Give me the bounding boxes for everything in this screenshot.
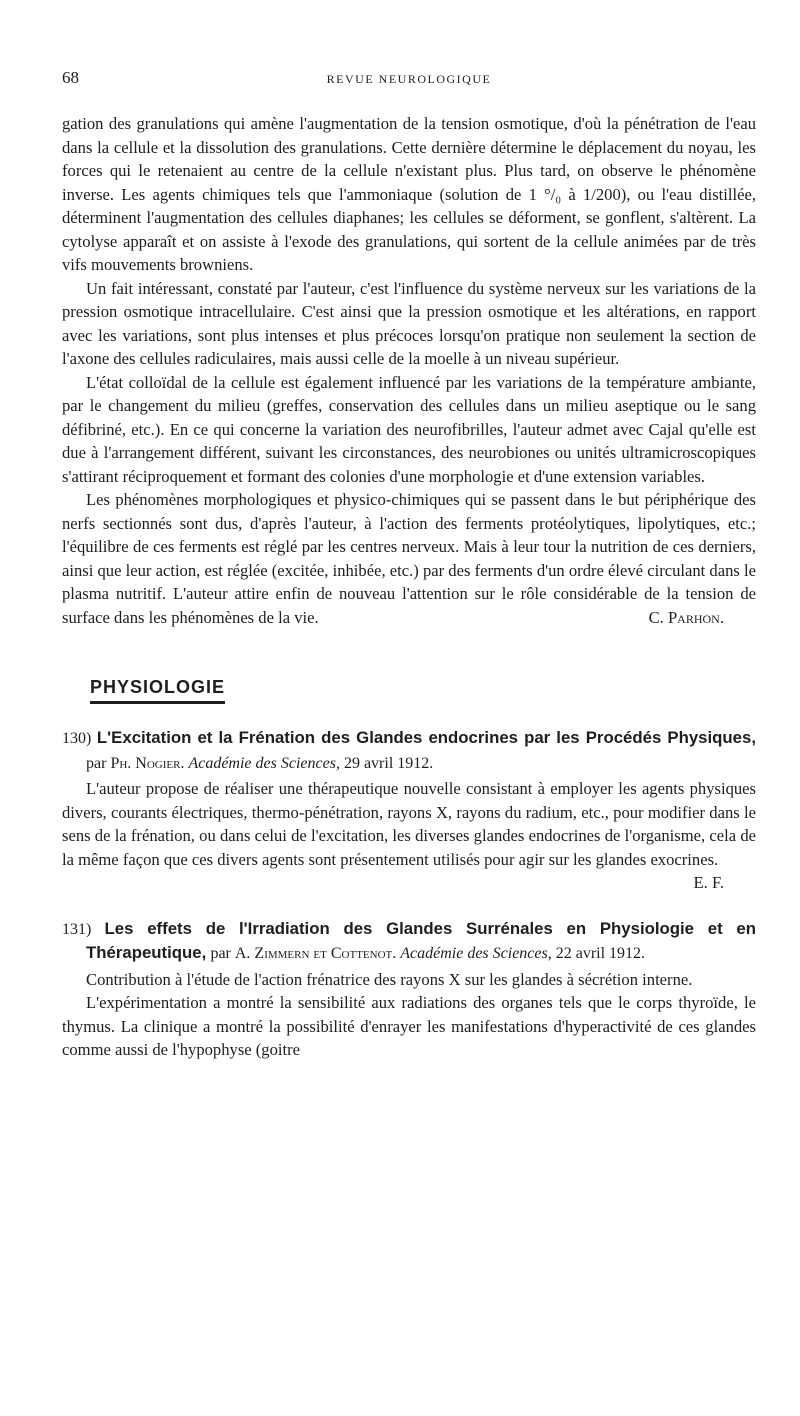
review-continuation	[62, 112, 756, 629]
running-head	[62, 64, 756, 94]
body-paragraph: Un fait intéressant, constaté par l'auteur, c'est l'influence du système nerveux sur les variations de la pression osmotique intracellulaire. C'est ainsi que la pression osmotique et les altérations, en rapport avec les variations, sont plus intenses et plus précoces lorsqu'on pratique non seulement la section de l'axone des cellules radiculaires, mais aussi celle de la moelle à un niveau supérieur.	[62, 278, 756, 368]
body-paragraph: L'expérimentation a montré la sensibilité aux radiations des organes tels que le corps thyroïde, le thymus. La clinique a montré la possibilité d'enrayer les manifestations d'hyperactivité de ces glandes comme aussi de l'hypophyse (goitre	[62, 993, 756, 1059]
entry-heading	[62, 917, 756, 966]
entry-number: 130)	[62, 730, 92, 747]
journal-title: REVUE NEUROLOGIQUE	[326, 72, 492, 86]
entry-journal: Académie des Sciences,	[400, 945, 552, 962]
body-paragraph: gation des granulations qui amène l'augmentation de la tension osmotique, d'où la pénétration de l'eau dans la cellule et la dissolution des granulations. Cette dernière détermine le déplacement du noyau, les forces qui le retenaient au centre de la cellule n'existant plus. Plus tard, on observe le phénomène inverse. Les agents chimiques tels que l'ammoniaque (solution de 1 °/₀ à 1/200), ou l'eau distillée, déterminent l'augmentation des cellules diaphanes; les cellules se déforment, se gonflent, s'altèrent. La cytolyse apparaît et on assiste à l'exode des granulations, qui sortent de la cellule animées par de très vifs mouvements browniens.	[62, 114, 756, 274]
entry-citation	[210, 945, 645, 962]
journal-page	[62, 64, 756, 1062]
page-number: 68	[62, 68, 79, 87]
entry-title: L'Excitation et la Frénation des Glandes endocrines par les Procédés Physiques,	[96, 728, 756, 747]
entry-heading	[62, 726, 756, 775]
entry-citation	[86, 755, 433, 772]
abstract-entry-131	[62, 917, 756, 1062]
entry-author: Ph. Nogier.	[110, 754, 185, 772]
entry-by: par	[210, 945, 231, 962]
entry-date: 22 avril 1912.	[555, 945, 646, 962]
entry-journal: Académie des Sciences,	[188, 754, 340, 772]
paragraph-text: L'auteur propose de réaliser une thérapeutique nouvelle consistant à employer les agents physiques divers, courants électriques, thermo-pénétration, rayons X, rayons du radium, etc., pour modifier dans le sens de la frénation, ou dans celui de l'excitation, les diverses glandes endocrines de l'organisme, cela de la même façon que ces divers agents sont présentement utilisés pour agir sur les glandes exocrines.	[62, 779, 756, 869]
entry-author: A. Zimmern et Cottenot.	[234, 945, 397, 962]
body-paragraph	[62, 488, 756, 629]
body-paragraph: Contribution à l'étude de l'action frénatrice des rayons X sur les glandes à sécrétion interne.	[86, 969, 693, 989]
entry-body	[62, 968, 756, 1062]
entry-date: 29 avril 1912.	[343, 754, 434, 772]
review-signature: C. Parhon.	[648, 607, 724, 627]
entry-signature: E. F.	[693, 873, 724, 892]
body-paragraph	[62, 777, 756, 892]
body-paragraph: L'état colloïdal de la cellule est également influencé par les variations de la température ambiante, par le changement du milieu (greffes, conservation des cellules dans un milieu aseptique ou le sang défibriné, etc.). En ce qui concerne la variation des neurofibrilles, l'auteur admet avec Cajal qu'elle est due à l'arrangement différent, suivant les circonstances, des neurobiones ou unités ultramicroscopiques s'attirant réciproquement et formant des colonies d'une morphologie et d'une extension variables.	[62, 372, 756, 486]
entry-title: Les effets de l'Irradiation des Glandes Surrénales en Physiologie et en Thérapeutique,	[86, 918, 756, 962]
entry-number: 131)	[62, 920, 92, 938]
entry-by: par	[86, 754, 107, 772]
entry-body	[62, 777, 756, 895]
section-heading: PHYSIOLOGIE	[90, 677, 225, 704]
paragraph-text: Les phénomènes morphologiques et physico-chimiques qui se passent dans le but périphérique des nerfs sectionnés sont dus, d'après l'auteur, à l'action des ferments protéolytiques, lipolytiques, etc.; l'équilibre de ces ferments est réglé par les centres nerveux. Mais à leur tour la nutrition de ces derniers, ainsi que leur action, est réglée (excitée, inhibée, etc.) par des ferments d'un ordre élevé circulant dans le plasma nutritif. L'auteur attire enfin de nouveau l'attention sur le rôle considérable de la tension de surface dans les phénomènes de la vie.	[62, 490, 756, 627]
abstract-entry-130	[62, 726, 756, 895]
